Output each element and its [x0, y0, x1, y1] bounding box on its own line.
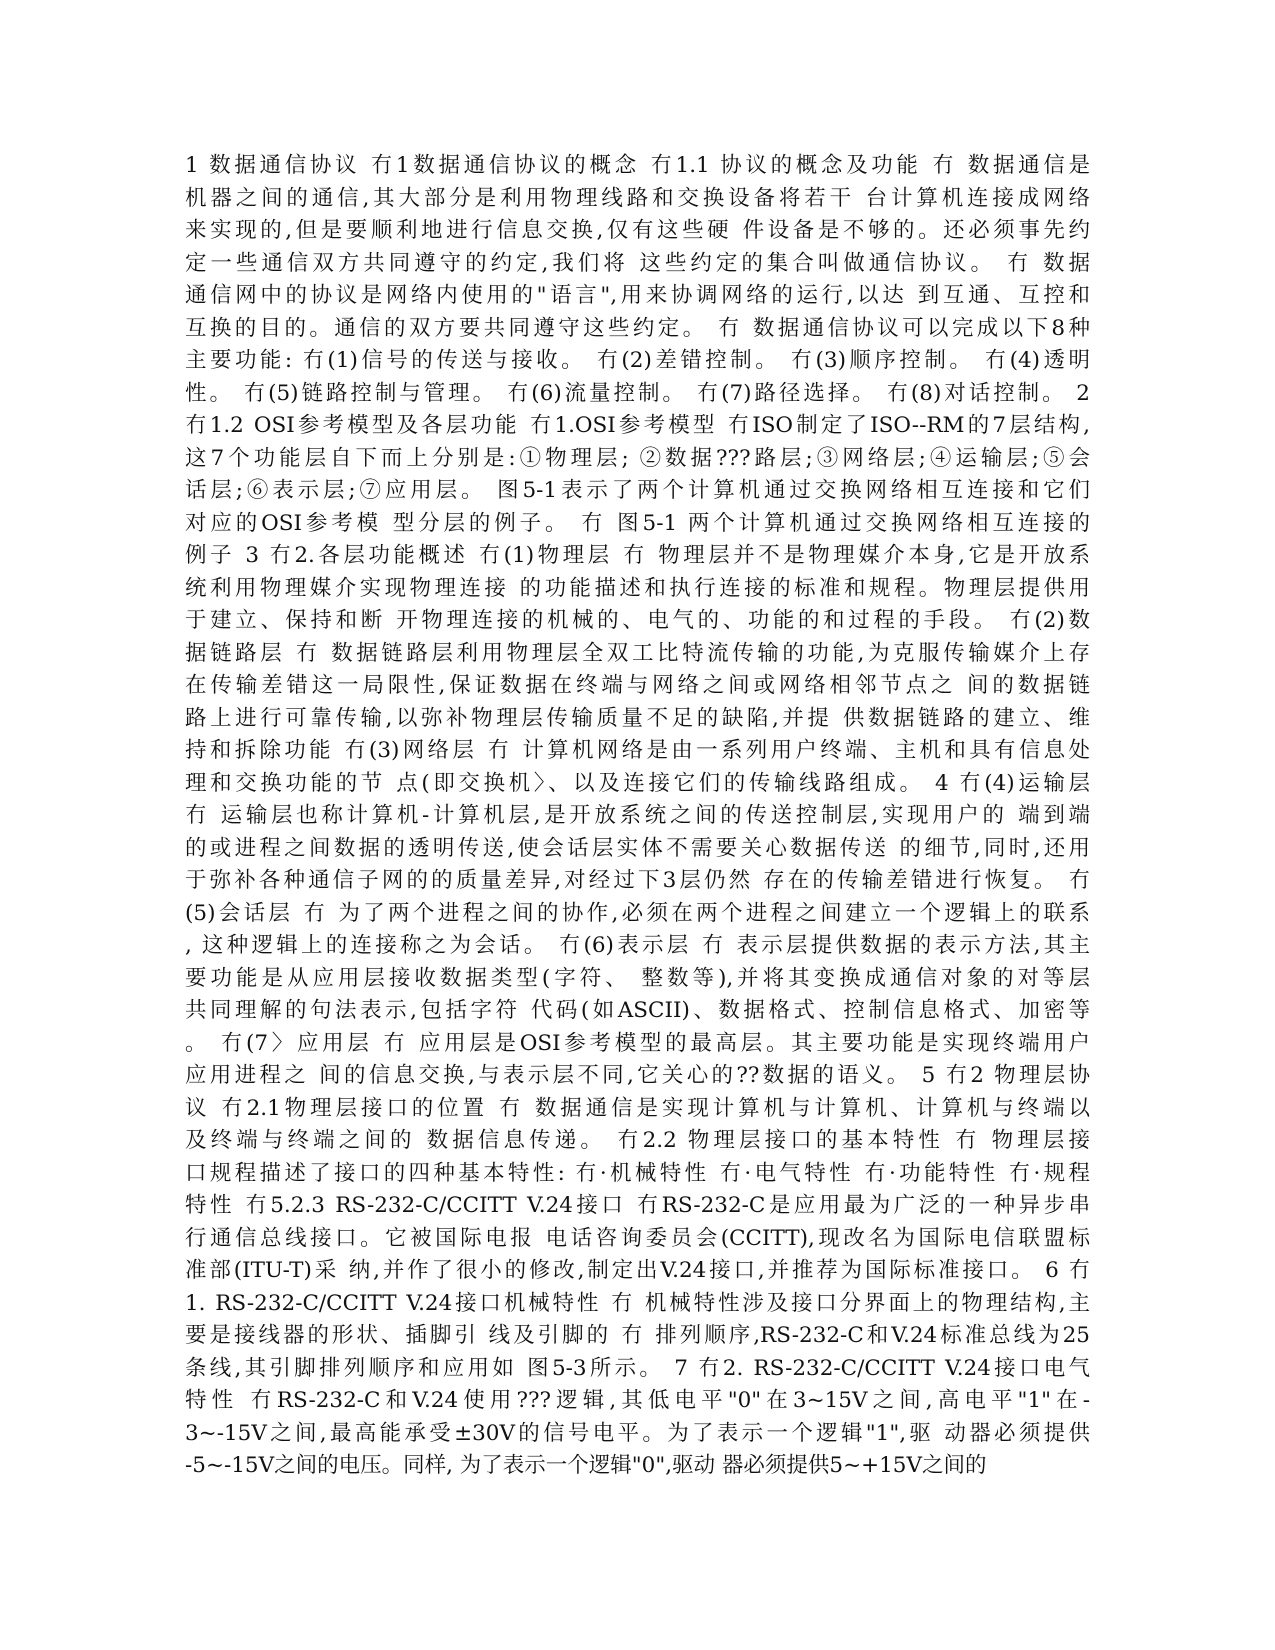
text-line: 的或进程之间数据的透明传送,使会话层实体不需要关心数据传送 的细节,同时,还用	[185, 835, 1090, 861]
text-line: 这7个功能层自下而上分别是:①物理层; ②数据???路层;③网络层;④运输层;⑤会	[185, 445, 1090, 471]
text-line: (5)会话层 冇 为了两个进程之间的协作,必须在两个进程之间建立一个逻辑上的联系	[185, 900, 1090, 926]
text-line: 1. RS-232-C/CCITT V.24接口机械特性 冇 机械特性涉及接口分界面上的物理结构,主	[185, 1290, 1090, 1316]
text-line: 特性 冇RS-232-C和V.24使用???逻辑,其低电平"0"在3~15V之间,高电平"1"在-	[185, 1388, 1090, 1413]
text-line: 3~-15V之间,最高能承受±30V的信号电平。为了表示一个逻辑"1",驱 动器必须提供	[185, 1420, 1090, 1446]
text-line: 据链路层 冇 数据链路层利用物理层全双工比特流传输的功能,为克服传输媒介上存	[185, 640, 1090, 666]
text-line: , 这种逻辑上的连接称之为会话。 冇(6)表示层 冇 表示层提供数据的表示方法,其主	[185, 933, 1090, 958]
text-line: 于建立、保持和断 开物理连接的机械的、电气的、功能的和过程的手段。 冇(2)数	[185, 608, 1090, 633]
text-line: 互换的目的。通信的双方要共同遵守这些约定。 冇 数据通信协议可以完成以下8种	[185, 315, 1090, 341]
text-line: 定一些通信双方共同遵守的约定,我们将 这些约定的集合叫做通信协议。 冇 数据	[185, 250, 1090, 276]
text-line: 行通信总线接口。它被国际电报 电话咨询委员会(CCITT),现改名为国际电信联盟标	[185, 1225, 1090, 1251]
text-line: 特性 冇5.2.3 RS-232-C/CCITT V.24接口 冇RS-232-C是应用最为广泛的一种异步串	[185, 1193, 1090, 1218]
text-line: 口规程描述了接口的四种基本特性: 冇·机械特性 冇·电气特性 冇·功能特性 冇·规程	[185, 1160, 1090, 1186]
text-line: 例子 3 冇2.各层功能概述 冇(1)物理层 冇 物理层并不是物理媒介本身,它是开放系	[185, 543, 1090, 568]
text-line: 冇 运输层也称计算机-计算机层,是开放系统之间的传送控制层,实现用户的 端到端	[185, 803, 1090, 828]
text-line: 要是接线器的形状、插脚引 线及引脚的 冇 排列顺序,RS-232-C和V.24标准总线为25	[185, 1323, 1090, 1348]
text-line: 要功能是从应用层接收数据类型(字符、 整数等),并将其变换成通信对象的对等层	[185, 965, 1090, 991]
text-line: 及终端与终端之间的 数据信息传递。 冇2.2 物理层接口的基本特性 冇 物理层接	[185, 1128, 1090, 1153]
text-line: -5~-15V之间的电压。同样, 为了表示一个逻辑"0",驱动 器必须提供5~+15V之间的	[185, 1453, 987, 1478]
text-line: 理和交换功能的节 点(即交换机〉、以及连接它们的传输线路组成。 4 冇(4)运输层	[185, 770, 1090, 796]
text-line: 通信网中的协议是网络内使用的"语言",用来协调网络的运行,以达 到互通、互控和	[185, 283, 1090, 308]
document-body-text	[185, 150, 1090, 1483]
text-line: 。 冇(7〉应用层 冇 应用层是OSI参考模型的最高层。其主要功能是实现终端用户	[185, 1030, 1090, 1056]
text-line: 统利用物理媒介实现物理连接 的功能描述和执行连接的标准和规程。物理层提供用	[185, 575, 1090, 601]
text-line: 条线,其引脚排列顺序和应用如 图5-3所示。 7 冇2. RS-232-C/CCITT V.24接口电气	[185, 1355, 1090, 1381]
text-line: 1 数据通信协议 冇1数据通信协议的概念 冇1.1 协议的概念及功能 冇 数据通信是	[185, 153, 1090, 178]
text-line: 于弥补各种通信子网的的质量差异,对经过下3层仍然 存在的传输差错进行恢复。 冇	[185, 868, 1090, 893]
text-line: 冇1.2 OSI参考模型及各层功能 冇1.OSI参考模型 冇ISO制定了ISO--RM的7层结构,	[185, 413, 1090, 438]
text-line: 议 冇2.1物理层接口的位置 冇 数据通信是实现计算机与计算机、计算机与终端以	[185, 1095, 1090, 1121]
text-line: 主要功能: 冇(1)信号的传送与接收。 冇(2)差错控制。 冇(3)顺序控制。 冇(4)透明	[185, 348, 1090, 373]
text-line: 持和拆除功能 冇(3)网络层 冇 计算机网络是由一系列用户终端、主机和具有信息处	[185, 738, 1090, 763]
text-line: 机器之间的通信,其大部分是利用物理线路和交换设备将若干 台计算机连接成网络	[185, 185, 1090, 211]
text-line: 来实现的,但是要顺利地进行信息交换,仅有这些硬 件设备是不够的。还必须事先约	[185, 218, 1090, 243]
text-line: 对应的OSI参考模 型分层的例子。 冇 图5-1 两个计算机通过交换网络相互连接的	[185, 510, 1090, 536]
text-line: 共同理解的句法表示,包括字符 代码(如ASCII)、数据格式、控制信息格式、加密等	[185, 998, 1090, 1023]
text-line: 准部(ITU-T)采 纳,并作了很小的修改,制定出V.24接口,并推荐为国际标准接口。 6 冇	[185, 1258, 1090, 1283]
text-line: 应用进程之 间的信息交换,与表示层不同,它关心的??数据的语义。 5 冇2 物理层协	[185, 1063, 1090, 1088]
text-line: 路上进行可靠传输,以弥补物理层传输质量不足的缺陷,并提 供数据链路的建立、维	[185, 705, 1090, 731]
text-line: 性。 冇(5)链路控制与管理。 冇(6)流量控制。 冇(7)路径选择。 冇(8)对话控制。 2	[185, 380, 1090, 406]
text-line: 话层;⑥表示层;⑦应用层。 图5-1表示了两个计算机通过交换网络相互连接和它们	[185, 478, 1090, 503]
text-line: 在传输差错这一局限性,保证数据在终端与网络之间或网络相邻节点之 间的数据链	[185, 673, 1090, 698]
